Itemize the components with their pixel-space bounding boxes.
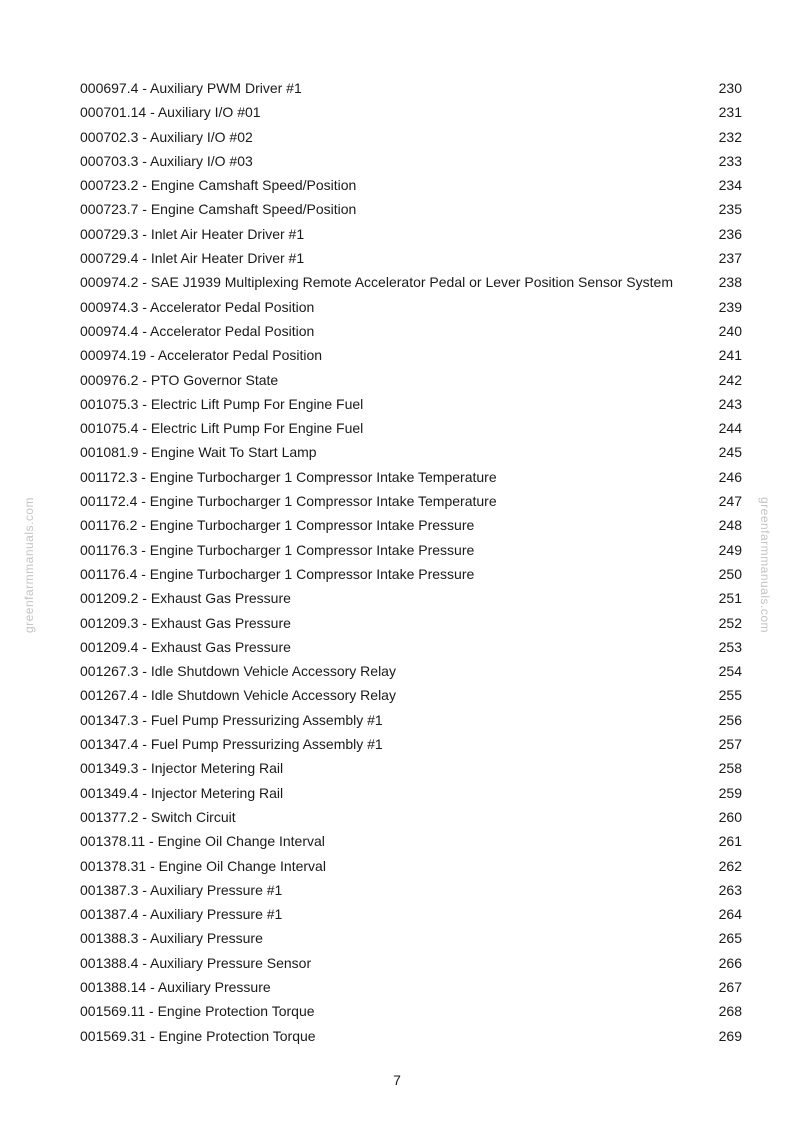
toc-entry[interactable] [80, 951, 742, 975]
toc-entry[interactable] [80, 635, 742, 659]
toc-entry[interactable] [80, 100, 742, 124]
toc-entry-page: 265 [718, 930, 742, 947]
toc-entry[interactable] [80, 926, 742, 950]
toc-entry-page: 231 [718, 104, 742, 121]
toc-entry-page: 261 [718, 833, 742, 850]
toc-entry[interactable] [80, 270, 742, 294]
toc-entry-title: 001075.4 - Electric Lift Pump For Engine Fuel [80, 420, 364, 437]
toc-entry[interactable] [80, 76, 742, 100]
toc-entry-page: 266 [718, 954, 742, 971]
toc-entry-page: 249 [718, 541, 742, 558]
toc-entry-title: 000974.2 - SAE J1939 Multiplexing Remote Accelerator Pedal or Lever Position Sensor System [80, 274, 673, 291]
toc-entry[interactable] [80, 489, 742, 513]
toc-entry-title: 001388.3 - Auxiliary Pressure [80, 930, 263, 947]
watermark-left: greenfarmmanuals.com [22, 496, 36, 634]
toc-entry[interactable] [80, 975, 742, 999]
toc-entry[interactable] [80, 756, 742, 780]
toc-entry[interactable] [80, 659, 742, 683]
toc-entry-title: 000729.4 - Inlet Air Heater Driver #1 [80, 250, 305, 267]
toc-entry-page: 248 [718, 517, 742, 534]
toc-entry-title: 000702.3 - Auxiliary I/O #02 [80, 128, 253, 145]
toc-entry-page: 250 [718, 565, 742, 582]
toc-entry-page: 233 [718, 152, 742, 169]
toc-entry-page: 263 [718, 881, 742, 898]
toc-entry-page: 253 [718, 638, 742, 655]
toc-entry-title: 000697.4 - Auxiliary PWM Driver #1 [80, 80, 302, 96]
toc-entry-page: 239 [718, 298, 742, 315]
toc-entry-title: 001377.2 - Switch Circuit [80, 808, 236, 825]
toc-entry[interactable] [80, 173, 742, 197]
toc-entry-page: 259 [718, 784, 742, 801]
toc-entry-page: 237 [718, 250, 742, 267]
toc-entry[interactable] [80, 708, 742, 732]
page-number: 7 [393, 1072, 401, 1088]
toc-entry-title: 000974.4 - Accelerator Pedal Position [80, 322, 315, 339]
toc-entry-page: 244 [718, 420, 742, 437]
toc-entry-title: 001176.2 - Engine Turbocharger 1 Compressor Intake Pressure [80, 517, 475, 534]
toc-entry[interactable] [80, 197, 742, 221]
toc-entry-page: 257 [718, 736, 742, 753]
toc-entry-page: 258 [718, 760, 742, 777]
toc-entry-title: 001347.4 - Fuel Pump Pressurizing Assembly #1 [80, 736, 383, 753]
toc-entry[interactable] [80, 295, 742, 319]
toc-entry-page: 247 [718, 493, 742, 510]
toc-entry[interactable] [80, 1024, 742, 1048]
toc-entry-page: 269 [718, 1027, 742, 1044]
toc-entry-page: 240 [718, 322, 742, 339]
toc-entry[interactable] [80, 854, 742, 878]
toc-entry-title: 000701.14 - Auxiliary I/O #01 [80, 104, 261, 121]
toc-entry-title: 001267.3 - Idle Shutdown Vehicle Accessory Relay [80, 663, 396, 680]
toc-entry-page: 262 [718, 857, 742, 874]
toc-entry[interactable] [80, 878, 742, 902]
toc-entry[interactable] [80, 586, 742, 610]
toc-entry-page: 256 [718, 711, 742, 728]
toc-entry-page: 268 [718, 1003, 742, 1020]
toc-entry[interactable] [80, 902, 742, 926]
toc-entry[interactable] [80, 999, 742, 1023]
toc-entry-page: 260 [718, 808, 742, 825]
toc-entry-title: 000703.3 - Auxiliary I/O #03 [80, 152, 253, 169]
toc-entry-page: 254 [718, 663, 742, 680]
toc-entry[interactable] [80, 319, 742, 343]
toc-entry-page: 232 [718, 128, 742, 145]
toc-entry-page: 245 [718, 444, 742, 461]
toc-entry-page: 267 [718, 978, 742, 995]
toc-entry-title: 001387.4 - Auxiliary Pressure #1 [80, 906, 283, 923]
toc-entry[interactable] [80, 416, 742, 440]
toc-entry[interactable] [80, 781, 742, 805]
toc-entry[interactable] [80, 538, 742, 562]
toc-entry-page: 235 [718, 201, 742, 218]
toc-entry-title: 001209.2 - Exhaust Gas Pressure [80, 590, 291, 607]
toc-entry-title: 001176.3 - Engine Turbocharger 1 Compressor Intake Pressure [80, 541, 475, 558]
toc-entry[interactable] [80, 829, 742, 853]
toc-entry-title: 001347.3 - Fuel Pump Pressurizing Assembly #1 [80, 711, 383, 728]
toc-entry[interactable] [80, 125, 742, 149]
toc-entry-page: 238 [718, 274, 742, 291]
toc-entry-title: 001388.4 - Auxiliary Pressure Sensor [80, 954, 312, 971]
toc-entry-page: 242 [718, 371, 742, 388]
toc-entry-title: 000976.2 - PTO Governor State [80, 371, 279, 388]
toc-entry-title: 001387.3 - Auxiliary Pressure #1 [80, 881, 283, 898]
toc-entry[interactable] [80, 683, 742, 707]
toc-entry-title: 000723.7 - Engine Camshaft Speed/Position [80, 201, 357, 218]
toc-entry-page: 255 [718, 687, 742, 704]
toc-entry-page: 236 [718, 225, 742, 242]
toc-entry[interactable] [80, 805, 742, 829]
toc-entry-page: 251 [718, 590, 742, 607]
toc-entry[interactable] [80, 611, 742, 635]
table-of-contents [80, 76, 742, 1048]
toc-entry-title: 001569.31 - Engine Protection Torque [80, 1027, 316, 1044]
toc-entry-title: 001176.4 - Engine Turbocharger 1 Compressor Intake Pressure [80, 565, 475, 582]
toc-entry-page: 252 [718, 614, 742, 631]
watermark-right: greenfarmmanuals.com [758, 496, 772, 634]
toc-entry-page: 246 [718, 468, 742, 485]
toc-entry-page: 243 [718, 395, 742, 412]
toc-entry[interactable] [80, 246, 742, 270]
toc-entry[interactable] [80, 513, 742, 537]
toc-entry-title: 001172.3 - Engine Turbocharger 1 Compressor Intake Temperature [80, 468, 497, 485]
toc-entry[interactable] [80, 149, 742, 173]
toc-entry[interactable] [80, 343, 742, 367]
toc-entry-title: 000974.3 - Accelerator Pedal Position [80, 298, 315, 315]
toc-entry-title: 001172.4 - Engine Turbocharger 1 Compressor Intake Temperature [80, 493, 497, 510]
toc-entry[interactable] [80, 465, 742, 489]
toc-entry-title: 001209.3 - Exhaust Gas Pressure [80, 614, 291, 631]
toc-entry-title: 000723.2 - Engine Camshaft Speed/Position [80, 177, 357, 194]
toc-entry-page: 234 [718, 177, 742, 194]
toc-entry-title: 001081.9 - Engine Wait To Start Lamp [80, 444, 317, 461]
toc-entry[interactable] [80, 562, 742, 586]
toc-entry-title: 000729.3 - Inlet Air Heater Driver #1 [80, 225, 305, 242]
toc-entry[interactable] [80, 732, 742, 756]
toc-entry-title: 001388.14 - Auxiliary Pressure [80, 978, 271, 995]
toc-entry[interactable] [80, 368, 742, 392]
toc-entry-title: 001378.11 - Engine Oil Change Interval [80, 833, 325, 850]
toc-entry-page: 241 [718, 347, 742, 364]
toc-entry-title: 001075.3 - Electric Lift Pump For Engine Fuel [80, 395, 364, 412]
toc-entry-title: 001378.31 - Engine Oil Change Interval [80, 857, 326, 874]
toc-entry-title: 001349.4 - Injector Metering Rail [80, 784, 284, 801]
toc-entry-title: 001569.11 - Engine Protection Torque [80, 1003, 315, 1020]
toc-entry[interactable] [80, 392, 742, 416]
toc-entry[interactable] [80, 222, 742, 246]
toc-entry-title: 001267.4 - Idle Shutdown Vehicle Accessory Relay [80, 687, 396, 704]
toc-entry-page: 230 [718, 80, 742, 96]
toc-entry-title: 001209.4 - Exhaust Gas Pressure [80, 638, 291, 655]
toc-entry-title: 001349.3 - Injector Metering Rail [80, 760, 284, 777]
toc-entry-title: 000974.19 - Accelerator Pedal Position [80, 347, 323, 364]
toc-entry[interactable] [80, 440, 742, 464]
toc-entry-page: 264 [718, 906, 742, 923]
